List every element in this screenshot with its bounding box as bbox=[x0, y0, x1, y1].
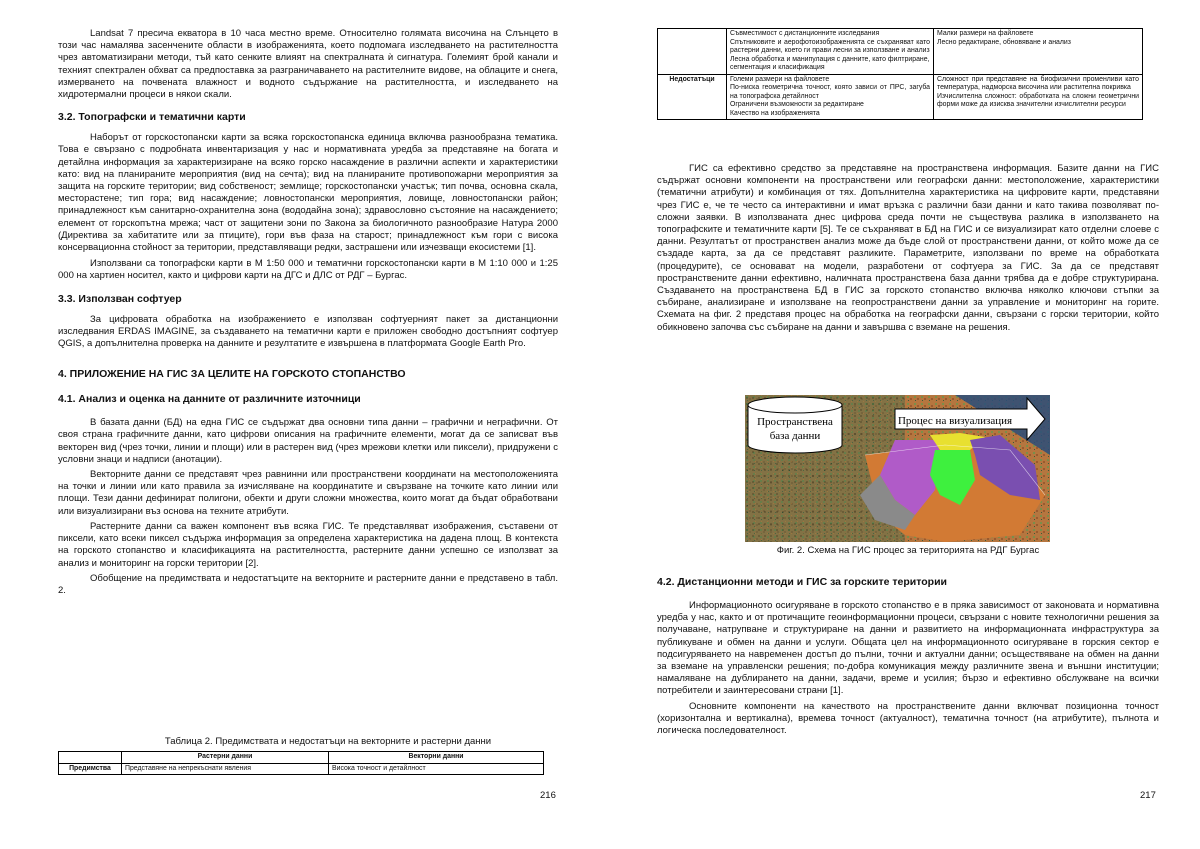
heading-3-2: 3.2. Топографски и тематични карти bbox=[58, 111, 246, 124]
process-arrow-label: Процес на визуализация bbox=[897, 415, 1013, 427]
paragraph-raster: Растерните данни са важен компонент във всяка ГИС. Те представляват изображения, съставени от пиксели, като всеки пиксел съдържа информация за определена характеристика на дадена площ. В контекста на горското стопанство и класификацията на растителността, растерните данни успешно се използват за анализ и мониторинг на горски територии [2]. bbox=[58, 520, 558, 569]
heading-4: 4. ПРИЛОЖЕНИЕ НА ГИС ЗА ЦЕЛИТЕ НА ГОРСКОТО СТОПАНСТВО bbox=[58, 368, 406, 381]
cell-vector-adv: Висока точност и детайлност bbox=[329, 763, 544, 775]
table-head-raster: Растерни данни bbox=[122, 752, 329, 764]
table-head-vector: Векторни данни bbox=[329, 752, 544, 764]
list-item: Ограничени възможности за редактиране bbox=[730, 101, 864, 108]
comparison-table-continued bbox=[657, 28, 1143, 120]
heading-3-3: 3.3. Използван софтуер bbox=[58, 292, 182, 305]
list-item: Сложност при представяне на биофизични променливи като температура, надморска височина или растителна покривка bbox=[937, 75, 1139, 91]
table-head-empty bbox=[59, 752, 122, 764]
paragraph-info-support: Информационното осигуряване в горското стопанство е в пряка зависимост от законовата и нормативна уредба у нас, както и от протичащите геоинформационни процеси, свързани с новите технологични решения за получаване, натрупване и структуриране на данни и развитието на информационната инфраструктура за публикуване и обмен на данни и услуги. Общата цел на информационното осигуряване в горския сектор е подсигуряването на навременен достъп до пълни, точни и актуални данни; осъществяване на обмен на данни за вземане на управленски решения; по-добра комуникация между различните звена и външни институции; намаляване на дублирането на данни, задачи, време и усилия; бързо и ефективно обслужване на всички потребители и заинтересовани страни [1]. bbox=[657, 600, 1159, 697]
list-item: Съвместимост с дистанционните изследвания bbox=[730, 30, 880, 37]
row-label-disadvantages: Недостатъци bbox=[658, 74, 727, 120]
left-column bbox=[58, 28, 558, 597]
paragraph-summary: Обобщение на предимствата и недостатъците на векторните и растерните данни е представено в табл. 2. bbox=[58, 572, 558, 596]
heading-4-2: 4.2. Дистанционни методи и ГИС за горските територии bbox=[657, 576, 948, 588]
database-label-line1: Пространствена bbox=[757, 416, 833, 428]
cell-raster-adv-cont bbox=[727, 29, 934, 75]
paragraph-maps: Наборът от горскостопански карти за всяка горскостопанска единица включва разнообразна тематика. Това е свързано с подробната инвентаризация у нас и нормативната уредба за представяне на богата и детайлна информация за характеризиране на всяко горско насаждение в различни аспекти и характеристики като: вид на планираните мероприятия (вид на сечта); вид на планираните противопожарни мероприятия за защита на горските територии; вид собственост; землище; горскостопански участък; тип почва, основна скала, месторастене; тип гора; вид насаждение; ловностопански мероприятия, ловище, ловностопански район; принадлежност към санитарно-охранителна зона (вододайна зона); здравословно състояние на насаждението; елемент от горскопътна мрежа; част от защитени зони по Закона за биологичното разнообразие Натура 2000 (Директива за хабитатите или за птиците), гори във фаза на старост; принадлежност към гори с висока консервационна стойност за територии, представляващи редки, застрашени или изчезващи екосистеми [1]. bbox=[58, 132, 558, 254]
list-item: Големи размери на файловете bbox=[730, 75, 830, 83]
row-label-advantages: Предимства bbox=[59, 763, 122, 775]
list-item: Лесно редактиране, обновяване и анализ bbox=[937, 38, 1071, 46]
list-item: Спътниковите и аерофотоизображенията се съхраняват като растерни данни, което ги прави лесни за използване и анализ bbox=[730, 38, 930, 54]
paragraph-vector: Векторните данни се представят чрез равнинни или пространствени координати на местоположенията на точки и линии или като правила за изчисляване на координатите и свързване на точките като линии или площи. Тези данни дефинират полигони, обекти и други сложни множества, които могат да бъдат обработвани или визуализирани въз основа на техните атрибути. bbox=[58, 469, 558, 517]
heading-4-1: 4.1. Анализ и оценка на данните от различните източници bbox=[58, 393, 361, 406]
row-label-empty bbox=[658, 29, 727, 75]
comparison-table-start bbox=[58, 751, 544, 775]
cell-vector-adv-cont bbox=[934, 29, 1143, 75]
cell-raster-adv: Представяне на непрекъснати явления bbox=[122, 763, 329, 775]
list-item: Качество на изображенията bbox=[730, 109, 820, 117]
table-row bbox=[59, 763, 544, 775]
paragraph-maps-used: Използвани са топографски карти в М 1:50 000 и тематични горскостопански карти в М 1:10 000 и 1:25 000 на хартиен носител, както и цифрови карти на ДГС и ДЛС от РДГ – Бургас. bbox=[58, 258, 558, 282]
table-row bbox=[658, 74, 1143, 120]
paragraph-landsat: Landsat 7 пресича екватора в 10 часа местно време. Относително голямата височина на Слънцето в този час намалява засенчените области в изображенията, което подпомага изследването на растителността чрез автоматизирани методи, тъй като сенките влияят на спектралната ѝ сигнатура. Големият брой канали и техният спектрален обхват са предпоставка за разграничаването на растителните видове, на облаците и снега, измерването на почвената влажност и водното съдържание на растителността, и изследването на хидротермални процеси в някои скали. bbox=[58, 28, 558, 101]
list-item: Лесна обработка и манипулация с данните, като филтриране, сегментация и класификация bbox=[730, 55, 930, 71]
figure-caption: Фиг. 2. Схема на ГИС процес за територията на РДГ Бургас bbox=[776, 545, 1040, 556]
paragraph-quality: Основните компоненти на качеството на пространствените данни включват позиционна точност (хоризонтална и вертикална), времева точност (актуалност), тематична точност (на атрибутите), пълнота и логическа последователност. bbox=[657, 700, 1159, 737]
table-header-row bbox=[59, 752, 544, 764]
paragraph-db-types: В базата данни (БД) на една ГИС се съдържат два основни типа данни – графични и неграфични. От своя страна графичните данни, като цифрови описания на графичните елементи, могат да се записват във векторен вид (чрез точки, линии и площи) или в растерен вид (чрез мрежови клетки или пиксели), придружени с условни знаци и надписи (анотации). bbox=[58, 417, 558, 465]
cell-vector-disadv bbox=[934, 74, 1143, 120]
list-item: Изчислителна сложност: обработката на сложни геометрични форми може да изисква значителни изчислителни ресурси bbox=[937, 92, 1139, 108]
figure-gis-process bbox=[745, 395, 1050, 542]
page-number-right: 217 bbox=[1140, 790, 1156, 801]
paragraph-gis: ГИС са ефективно средство за представяне на пространствена информация. Базите данни на ГИС съдържат основни компоненти на пространствени или географски данни: местоположение, характеристики (тематични атрибути) и комбинация от тях. Допълнителна характеристика на цифровите карти, представяни чрез ГИС е, че те често са интерактивни и имат връзка с различни бази данни и като такива позволяват по-сложни заявки. В използваната днес цифрова среда почти не съществува разлика в използването на топографските и тематичните карти [5]. Те се съхраняват в БД на ГИС и се визуализират като отделни слоеве с данни. Резултатът от пространствен анализ може да бъде слой от пространствени данни, от който може да се създаде карта, за да се представят разликите. Параметрите, използвани по време на обработката (процедурите), се основават на модели, разработени от софтуера за ГИС. За да се представят пространствените данни ефективно, наличната пространствена база данни трябва да е добре структурирана. Създаването на пространствена БД в ГИС за горското стопанство включва няколко ключови стъпки за събиране, анализиране и използване на геопространствени данни за управление и мониторинг на горите. Схемата на фиг. 2 представя процес на обработка на географски данни, свързани с горски територии, който обикновено започва със събиране на данни и завършва с вземане на решения. bbox=[657, 163, 1159, 333]
page-number-left: 216 bbox=[540, 790, 556, 801]
list-item: Малки размери на файловете bbox=[937, 30, 1034, 37]
figure-illustration bbox=[745, 395, 1050, 542]
list-item: По-ниска геометрична точност, която зависи от ПРС, загуба на топографска детайлност bbox=[730, 84, 930, 100]
right-column-bottom bbox=[657, 576, 1159, 737]
database-label-line2: база данни bbox=[769, 430, 821, 442]
paragraph-software: За цифровата обработка на изображението е използван софтуерният пакет за дистанционни изследвания ERDAS IMAGINE, за създаването на тематични карти е приложен свободно достъпният софтуер QGIS, а допълнителна проверка на данните и резултатите е извършена в платформата Google Earth Pro. bbox=[58, 313, 558, 350]
cell-raster-disadv bbox=[727, 74, 934, 120]
table-row bbox=[658, 29, 1143, 75]
right-column-top bbox=[657, 163, 1159, 334]
table-caption: Таблица 2. Предимствата и недостатъци на векторните и растерни данни bbox=[164, 736, 492, 747]
